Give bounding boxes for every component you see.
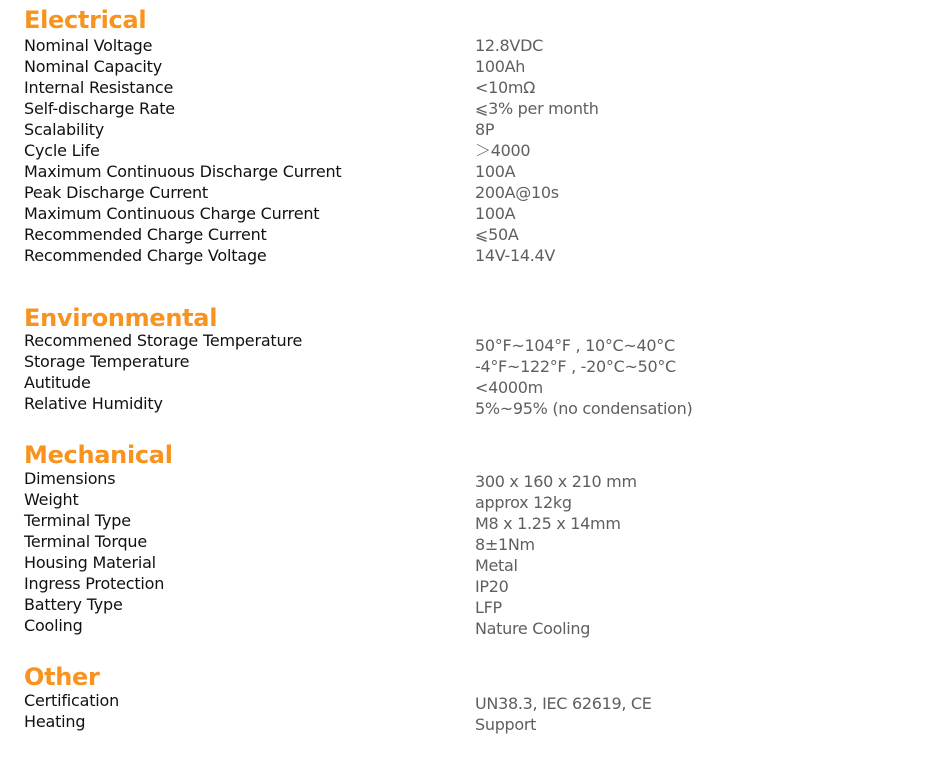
spec-value: 200A@10s (475, 183, 559, 202)
spec-value: Support (475, 715, 537, 734)
spec-row (24, 224, 904, 245)
spec-row (24, 531, 904, 552)
spec-value: 300 x 160 x 210 mm (475, 472, 637, 491)
spec-value: 100Ah (475, 57, 526, 76)
spec-label: Ingress Protection (24, 574, 165, 593)
spec-row (24, 393, 904, 418)
spec-row (24, 245, 904, 266)
spec-label: Housing Material (24, 553, 156, 572)
spec-row (24, 594, 904, 615)
spec-label: Scalability (24, 120, 105, 139)
spec-value: 8P (475, 120, 495, 139)
spec-value: Nature Cooling (475, 619, 591, 638)
spec-row (24, 119, 904, 140)
spec-value: 12.8VDC (475, 36, 543, 55)
spec-label: Recommended Charge Voltage (24, 246, 267, 265)
spec-value: 50°F~104°F , 10°C~40°C (475, 336, 675, 355)
spec-row (24, 510, 904, 531)
spec-row (24, 35, 904, 56)
section-title-environmental: Environmental (24, 304, 218, 332)
spec-value: UN38.3, IEC 62619, CE (475, 694, 652, 713)
section-title-mechanical: Mechanical (24, 441, 173, 469)
spec-row (24, 140, 904, 161)
spec-value: 14V-14.4V (475, 246, 556, 265)
spec-label: Autitude (24, 373, 91, 392)
spec-value: Metal (475, 556, 518, 575)
spec-value: 8±1Nm (475, 535, 535, 554)
spec-row (24, 468, 904, 489)
spec-row (24, 690, 904, 711)
spec-label: Heating (24, 712, 86, 731)
spec-value: M8 x 1.25 x 14mm (475, 514, 621, 533)
spec-label: Nominal Capacity (24, 57, 162, 76)
spec-row (24, 330, 904, 355)
spec-label: Weight (24, 490, 79, 509)
spec-value: ⩽3% per month (475, 99, 599, 118)
spec-row (24, 98, 904, 119)
spec-label: Storage Temperature (24, 352, 190, 371)
spec-row (24, 573, 904, 594)
spec-value: -4°F~122°F , -20°C~50°C (475, 357, 676, 376)
spec-row (24, 489, 904, 510)
section-title-other: Other (24, 663, 100, 691)
spec-row (24, 615, 904, 636)
spec-value: 100A (475, 162, 516, 181)
spec-row (24, 161, 904, 182)
spec-value: approx 12kg (475, 493, 572, 512)
spec-row (24, 351, 904, 376)
spec-rows-mechanical (24, 468, 904, 636)
spec-value: LFP (475, 598, 502, 617)
spec-label: Recommended Charge Current (24, 225, 267, 244)
spec-value: 5%~95% (no condensation) (475, 399, 693, 418)
spec-label: Certification (24, 691, 120, 710)
spec-row (24, 77, 904, 98)
spec-value: ⩽50A (475, 225, 519, 244)
spec-label: Internal Resistance (24, 78, 174, 97)
spec-label: Battery Type (24, 595, 123, 614)
spec-label: Terminal Type (24, 511, 131, 530)
spec-label: Maximum Continuous Discharge Current (24, 162, 342, 181)
spec-value: 100A (475, 204, 516, 223)
spec-value: <4000m (475, 378, 543, 397)
spec-row (24, 711, 904, 732)
spec-label: Terminal Torque (24, 532, 147, 551)
spec-value: ＞4000 (475, 141, 531, 160)
spec-label: Dimensions (24, 469, 116, 488)
spec-row (24, 203, 904, 224)
spec-value: IP20 (475, 577, 509, 596)
spec-label: Self-discharge Rate (24, 99, 175, 118)
spec-label: Maximum Continuous Charge Current (24, 204, 320, 223)
spec-rows-other (24, 690, 904, 732)
spec-rows-electrical (24, 35, 904, 266)
spec-label: Peak Discharge Current (24, 183, 208, 202)
spec-row (24, 372, 904, 397)
spec-label: Recommened Storage Temperature (24, 331, 303, 350)
spec-label: Relative Humidity (24, 394, 163, 413)
spec-label: Cooling (24, 616, 83, 635)
spec-label: Cycle Life (24, 141, 100, 160)
spec-row (24, 552, 904, 573)
spec-row (24, 56, 904, 77)
spec-label: Nominal Voltage (24, 36, 153, 55)
section-title-electrical: Electrical (24, 6, 147, 34)
spec-value: <10mΩ (475, 78, 536, 97)
spec-rows-environmental (24, 330, 904, 418)
spec-row (24, 182, 904, 203)
